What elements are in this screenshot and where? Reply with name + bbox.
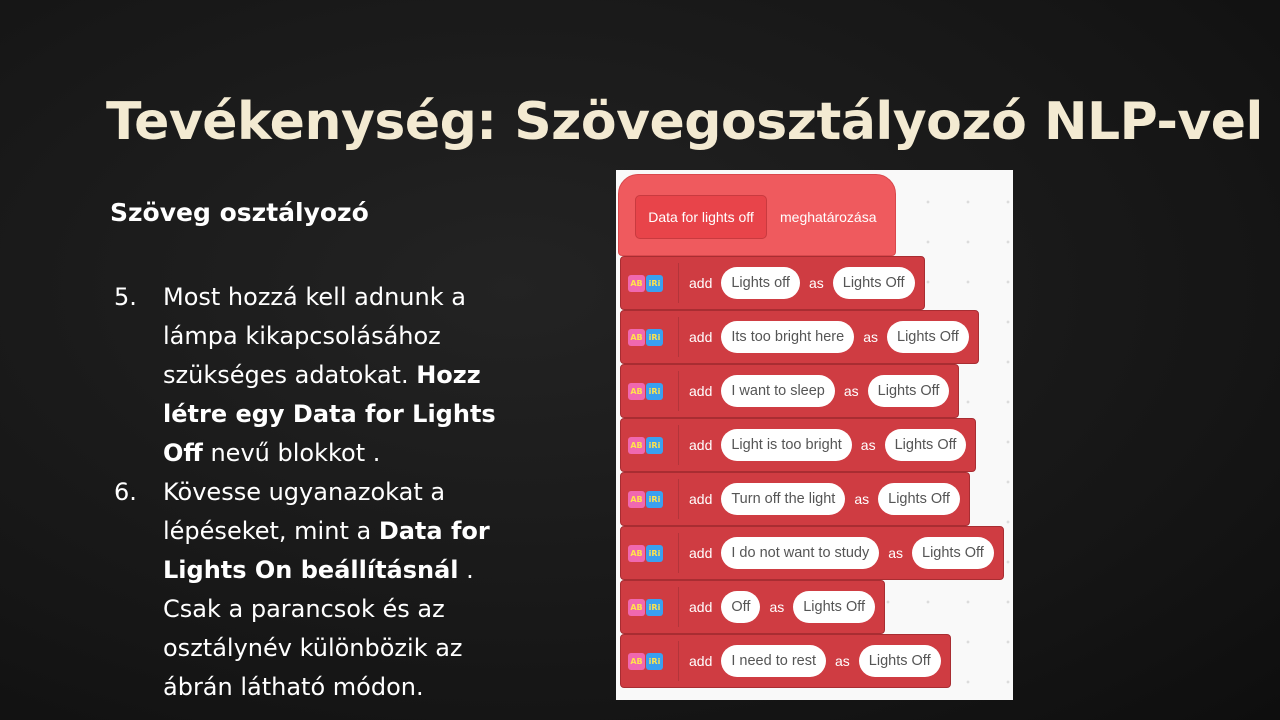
ab-icon: AB — [628, 329, 645, 346]
step-text-plain: . Csak a parancsok és az osztálynév különbözik az ábrán látható módon. — [163, 556, 474, 701]
text-input[interactable]: I do not want to study — [721, 537, 879, 569]
as-keyword: as — [769, 599, 785, 615]
class-input[interactable]: Lights Off — [885, 429, 967, 461]
as-keyword: as — [835, 653, 850, 669]
step-text — [163, 473, 534, 707]
slide-subtitle: Szöveg osztályozó — [110, 198, 369, 227]
iri-icon: iRi — [646, 491, 663, 508]
step-text — [163, 278, 534, 473]
add-keyword: add — [689, 329, 713, 345]
class-input[interactable]: Lights Off — [868, 375, 950, 407]
ab-icon: AB — [628, 545, 645, 562]
text-classifier-icon — [621, 491, 678, 508]
class-input[interactable]: Lights Off — [859, 645, 941, 677]
step-number: 5. — [114, 283, 137, 311]
add-data-block[interactable] — [620, 634, 951, 688]
add-keyword: add — [689, 653, 713, 669]
add-data-block[interactable] — [620, 418, 976, 472]
blocks-canvas[interactable] — [616, 170, 1013, 700]
define-data-hat-block[interactable] — [618, 174, 896, 256]
add-data-block[interactable] — [620, 472, 970, 526]
iri-icon: iRi — [646, 437, 663, 454]
as-keyword: as — [863, 329, 878, 345]
ab-icon: AB — [628, 383, 645, 400]
ab-icon: AB — [628, 491, 645, 508]
block-separator — [678, 587, 679, 627]
text-classifier-icon — [621, 545, 678, 562]
text-input[interactable]: Turn off the light — [721, 483, 845, 515]
text-classifier-icon — [621, 383, 678, 400]
add-keyword: add — [689, 275, 713, 291]
step-item — [114, 278, 534, 473]
iri-icon: iRi — [646, 275, 663, 292]
block-separator — [678, 317, 679, 357]
add-data-block[interactable] — [620, 580, 885, 634]
iri-icon: iRi — [646, 599, 663, 616]
class-input[interactable]: Lights Off — [878, 483, 960, 515]
step-number: 6. — [114, 478, 137, 506]
as-keyword: as — [860, 437, 876, 453]
ab-icon: AB — [628, 653, 645, 670]
define-label: meghatározása — [780, 209, 877, 225]
add-keyword: add — [689, 437, 713, 453]
step-item — [114, 473, 534, 707]
iri-icon: iRi — [646, 329, 663, 346]
text-input[interactable]: Lights off — [721, 267, 800, 299]
data-name-field[interactable]: Data for lights off — [635, 195, 767, 239]
step-text-plain: Kövesse ugyanazokat a lépéseket, mint a — [163, 478, 446, 545]
ab-icon: AB — [628, 275, 645, 292]
text-classifier-icon — [621, 275, 678, 292]
as-keyword: as — [888, 545, 903, 561]
add-keyword: add — [689, 545, 713, 561]
step-text-plain: nevű blokkot . — [202, 439, 381, 467]
class-input[interactable]: Lights Off — [912, 537, 994, 569]
block-separator — [678, 479, 679, 519]
iri-icon: iRi — [646, 383, 663, 400]
iri-icon: iRi — [646, 545, 663, 562]
block-separator — [678, 263, 679, 303]
text-input[interactable]: I need to rest — [721, 645, 826, 677]
add-data-block[interactable] — [620, 364, 959, 418]
add-keyword: add — [689, 491, 713, 507]
step-text-bold: Data for Lights On beállításnál — [163, 517, 490, 584]
block-separator — [678, 425, 679, 465]
slide-title: Tevékenység: Szövegosztályozó NLP-vel — [106, 92, 1263, 152]
text-input[interactable]: I want to sleep — [721, 375, 835, 407]
text-input[interactable]: Light is too bright — [721, 429, 851, 461]
text-input[interactable]: Its too bright here — [721, 321, 854, 353]
add-keyword: add — [689, 383, 713, 399]
as-keyword: as — [808, 275, 824, 291]
text-classifier-icon — [621, 329, 678, 346]
block-separator — [678, 641, 679, 681]
text-classifier-icon — [621, 653, 678, 670]
step-text-plain: Most hozzá kell adnunk a lámpa kikapcsolásához szükséges adatokat. — [163, 283, 466, 389]
as-keyword: as — [854, 491, 870, 507]
block-separator — [678, 533, 679, 573]
add-keyword: add — [689, 599, 713, 615]
ab-icon: AB — [628, 599, 645, 616]
text-classifier-icon — [621, 437, 678, 454]
class-input[interactable]: Lights Off — [833, 267, 915, 299]
step-list — [114, 278, 534, 707]
class-input[interactable]: Lights Off — [793, 591, 875, 623]
text-input[interactable]: Off — [721, 591, 760, 623]
add-data-block[interactable] — [620, 310, 979, 364]
step-text-bold: Hozz létre egy Data for Lights Off — [163, 361, 496, 467]
block-separator — [678, 371, 679, 411]
text-classifier-icon — [621, 599, 678, 616]
add-data-block[interactable] — [620, 526, 1004, 580]
ab-icon: AB — [628, 437, 645, 454]
as-keyword: as — [843, 383, 859, 399]
iri-icon: iRi — [646, 653, 663, 670]
class-input[interactable]: Lights Off — [887, 321, 969, 353]
add-data-block[interactable] — [620, 256, 925, 310]
